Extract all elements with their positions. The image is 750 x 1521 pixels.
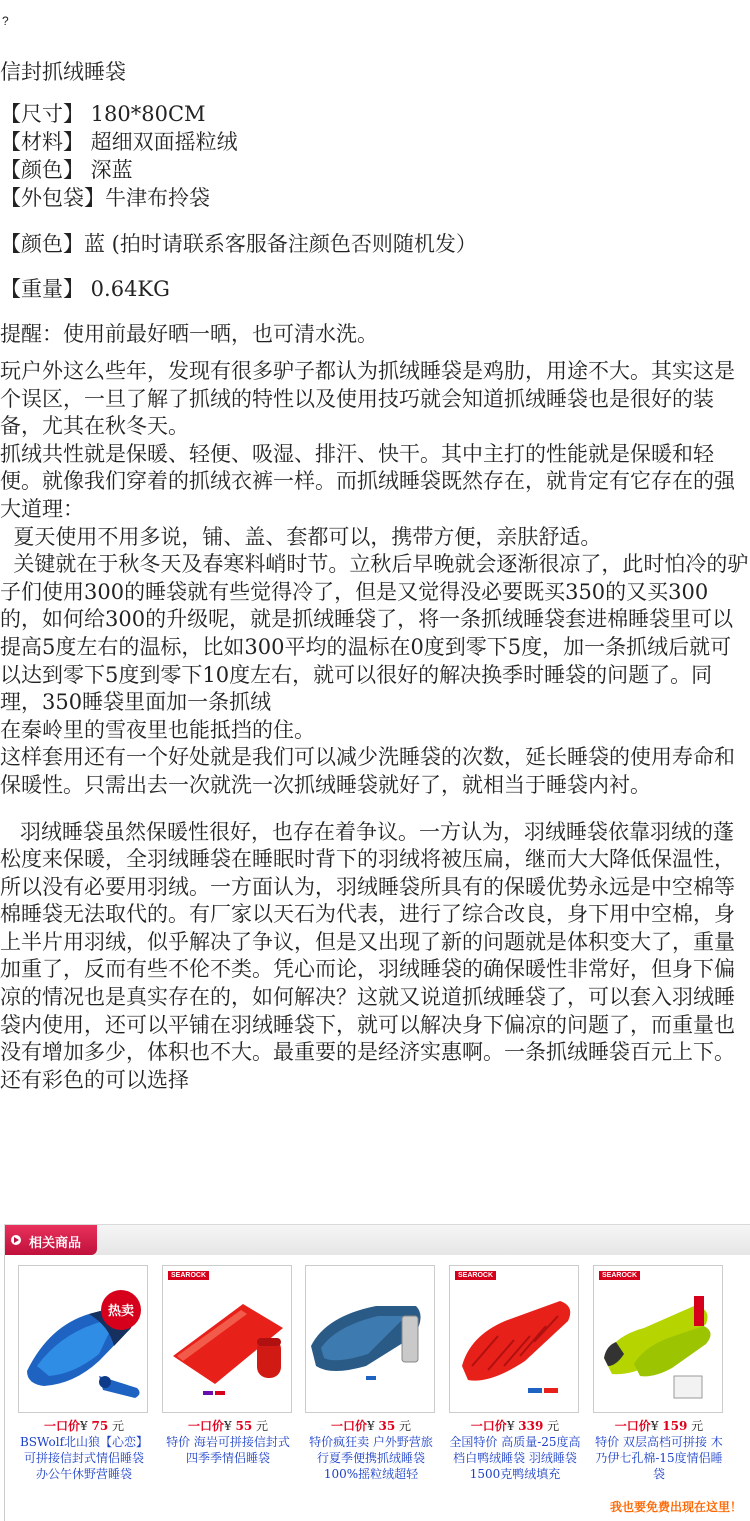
product-card[interactable] [449, 1265, 581, 1482]
products-row [4, 1255, 750, 1521]
brand-logo: SEAROCK [168, 1271, 209, 1280]
product-card[interactable] [305, 1265, 437, 1482]
currency-symbol: ¥ [506, 1419, 515, 1433]
brand-logo: SEAROCK [455, 1271, 496, 1280]
spec-bag: 【外包袋】牛津布拎袋 [0, 186, 210, 210]
panel-header [4, 1225, 750, 1255]
spec-color: 【颜色】 深蓝 [0, 158, 133, 182]
sleeping-bag-red-image [163, 1266, 292, 1413]
play-icon [11, 1235, 21, 1245]
price-unit: 元 [112, 1419, 125, 1433]
price-line [162, 1419, 294, 1434]
product-image[interactable] [18, 1265, 148, 1413]
product-name-link[interactable]: 特价 海岩可拼接信封式四季季情侣睡袋 [166, 1435, 290, 1465]
fleece-bag-image [306, 1266, 435, 1413]
price-unit: 元 [547, 1419, 560, 1433]
currency-symbol: ¥ [80, 1419, 88, 1433]
product-image[interactable] [305, 1265, 435, 1413]
currency-symbol: ¥ [367, 1419, 375, 1433]
product-card[interactable] [162, 1265, 294, 1466]
price-value: 339 [518, 1419, 544, 1433]
spec-material: 【材料】 超细双面摇粒绒 [0, 130, 238, 154]
price-value: 35 [378, 1419, 396, 1433]
price-value: 159 [662, 1419, 688, 1433]
product-name-link[interactable]: BSWolf北山狼【心恋】可拼接信封式情侣睡袋 办公午休野营睡袋 [19, 1435, 149, 1481]
article-body [0, 358, 750, 1094]
article-paragraph-2: 羽绒睡袋虽然保暖性很好，也存在着争议。一方认为，羽绒睡袋依靠羽绒的蓬松度来保暖，全羽绒睡袋在睡眠时背下的羽绒将被压扁，继而大大降低保温性，所以没有必要用羽绒。一方面认为，羽绒睡袋所具有的保暖优势永远是中空棉等棉睡袋无法取代的。有厂家以天石为代表，进行了综合改良，身下用中空棉，身上半片用羽绒，似乎解决了争议，但是又出现了新的问题就是体积变大了，重量加重了，反而有些不伦不类。凭心而论，羽绒睡袋的确保暖性非常好，但身下偏凉的情况也是真实存在的，如何解决？这就又说道抓绒睡袋了，可以套入羽绒睡袋内使用，还可以平铺在羽绒睡袋下，就可以解决身下偏凉的问题了，而重量也没有增加多少，体积也不大。最重要的是经济实惠啊。一条抓绒睡袋百元上下。还有彩色的可以选择 [0, 819, 735, 1092]
price-unit: 元 [691, 1419, 704, 1433]
product-title: 信封抓绒睡袋 [0, 60, 126, 84]
currency-symbol: ¥ [650, 1419, 659, 1433]
price-value: 75 [91, 1419, 109, 1433]
sleeping-bag-blue-image [19, 1266, 148, 1413]
currency-symbol: ¥ [224, 1419, 232, 1433]
panel-tab [5, 1225, 97, 1255]
price-line [18, 1419, 150, 1434]
mummy-bag-green-image [594, 1266, 723, 1413]
related-products-panel [4, 1224, 750, 1521]
product-card[interactable] [18, 1265, 150, 1482]
product-image[interactable] [449, 1265, 579, 1413]
price-unit: 元 [399, 1419, 412, 1433]
price-line [449, 1419, 581, 1434]
article-paragraph-1: 玩户外这么些年，发现有很多驴子都认为抓绒睡袋是鸡肋，用途不大。其实这是个误区，一旦了解了抓绒的特性以及使用技巧就会知道抓绒睡袋也是很好的装备，尤其在秋冬天。 抓绒共性就是保暖、轻便、吸湿、排汗、快干。其中主打的性能就是保暖和轻便。就像我们穿着的抓绒衣裤一样。而抓绒睡袋既然存在，就肯定有它存在的强大道理： 夏天使用不用多说，铺、盖、套都可以，携带方便，亲肤舒适。 关键就在于秋冬天及春寒料峭时节。立秋后早晚就会逐渐很凉了，此时怕冷的驴子们使用300的睡袋就有些觉得冷了，但是又觉得没必要既买350的又买300的，如何给300的升级呢，就是抓绒睡袋了，将一条抓绒睡袋套进棉睡袋里可以提高5度左右的温标，比如300平均的温标在0度到零下5度，加一条抓绒后就可以达到零下5度到零下10度左右，就可以很好的解决换季时睡袋的问题了。同理，350睡袋里面加一条抓绒 在秦岭里的雪夜里也能抵挡的住。 这样套用还有一个好处就是我们可以减少洗睡袋的次数，延长睡袋的使用寿命和保暖性。只需出去一次就洗一次抓绒睡袋就好了，就相当于睡袋内衬。 [0, 359, 749, 797]
promo-link[interactable]: 我也要免费出现在这里！ [609, 1500, 742, 1514]
price-keyword: 一口价 [187, 1419, 224, 1433]
product-name-link[interactable]: 特价疯狂卖 户外野营旅行夏季便携抓绒睡袋100%摇粒绒超轻 [309, 1435, 433, 1481]
reminder-text: 提醒：使用前最好晒一晒，也可清水洗。 [0, 322, 378, 346]
product-name-link[interactable]: 特价 双层高档可拼接 木乃伊七孔棉-15度情侣睡袋 [595, 1435, 723, 1481]
price-keyword: 一口价 [614, 1419, 651, 1433]
product-card[interactable] [593, 1265, 725, 1482]
price-unit: 元 [256, 1419, 269, 1433]
brand-logo: SEAROCK [599, 1271, 640, 1280]
product-image[interactable] [162, 1265, 292, 1413]
price-line [305, 1419, 437, 1434]
product-name-link[interactable]: 全国特价 高质量-25度高档白鸭绒睡袋 羽绒睡袋1500克鸭绒填充 [449, 1435, 581, 1481]
color-note: 【颜色】蓝 (拍时请联系客服备注颜色否则随机发） [0, 232, 477, 256]
panel-title: 相关商品 [29, 1236, 82, 1251]
weight-spec: 【重量】 0.64KG [0, 277, 170, 301]
price-keyword: 一口价 [43, 1419, 80, 1433]
placeholder-marker: ? [2, 14, 9, 28]
price-keyword: 一口价 [470, 1419, 507, 1433]
spec-size: 【尺寸】 180*80CM [0, 102, 206, 126]
down-bag-red-image [450, 1266, 579, 1413]
hot-badge: 热卖 [107, 1304, 135, 1319]
product-image[interactable] [593, 1265, 723, 1413]
price-value: 55 [235, 1419, 253, 1433]
price-keyword: 一口价 [330, 1419, 367, 1433]
price-line [593, 1419, 725, 1434]
